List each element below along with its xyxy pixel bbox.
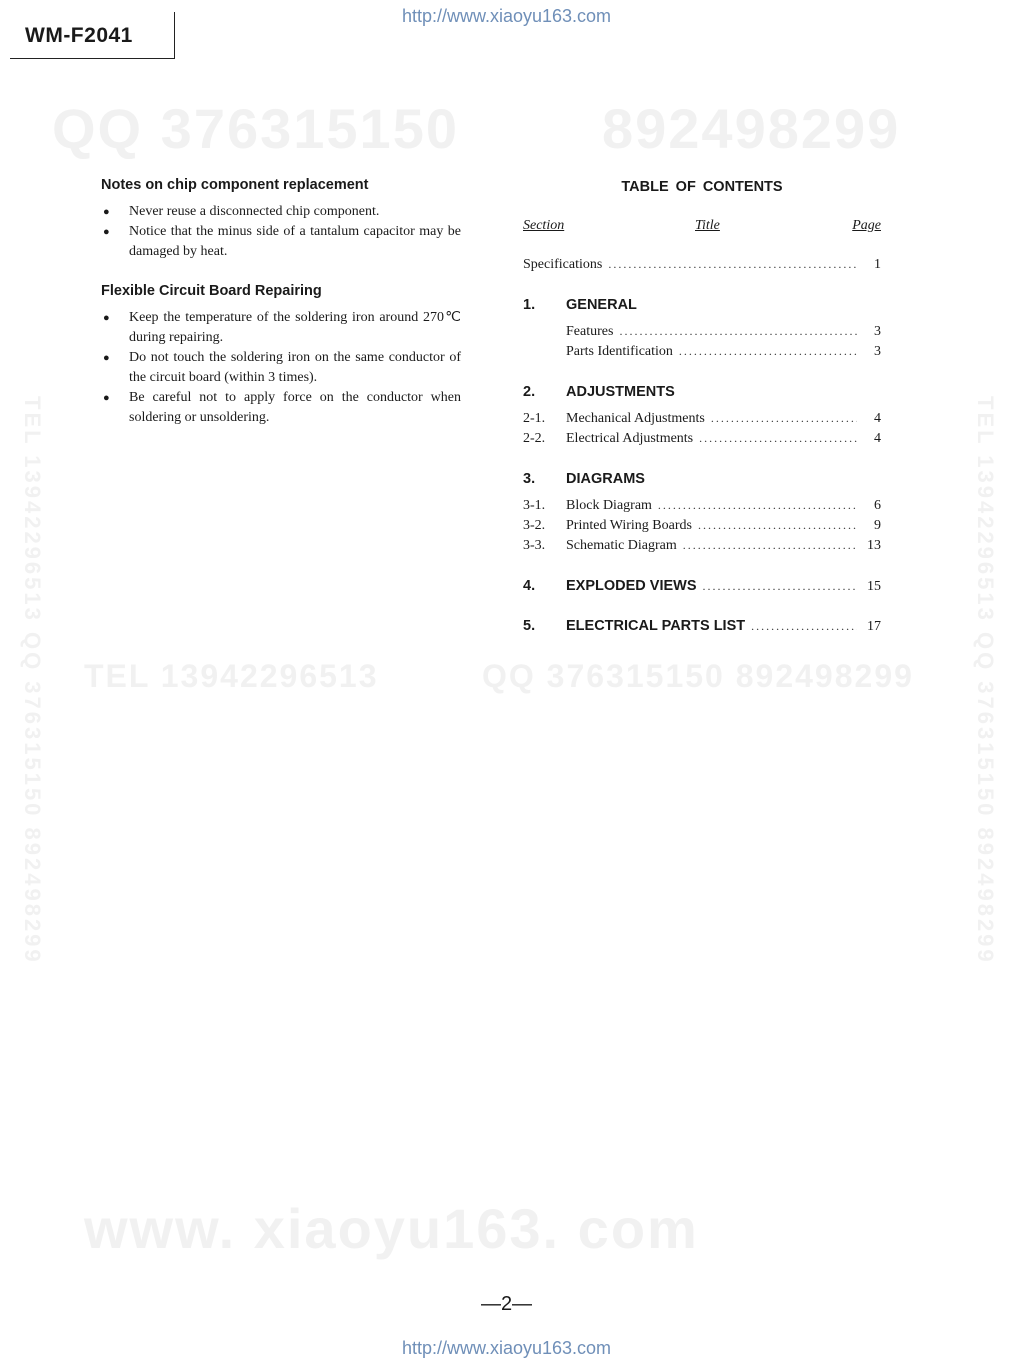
watermark-qq-top-1: QQ 376315150 — [52, 97, 459, 160]
list-item: ● Do not touch the soldering iron on the same conductor of the circuit board (within 3 times). — [101, 348, 461, 388]
leader-dots — [683, 538, 857, 553]
watermark-side-left: TEL 13942296513 QQ 376315150 892498299 — [20, 396, 45, 965]
notes-chip-heading: Notes on chip component replacement — [101, 177, 369, 193]
list-item: ● Never reuse a disconnected chip component. — [101, 202, 461, 222]
watermark-qq-mid: QQ 376315150 892498299 — [482, 658, 914, 694]
leader-dots — [658, 498, 857, 513]
toc-entry-title: Mechanical Adjustments — [566, 411, 705, 426]
toc-entry-page: 9 — [874, 518, 881, 533]
flex-board-heading: Flexible Circuit Board Repairing — [101, 283, 322, 299]
toc-col-page: Page — [852, 218, 881, 233]
toc-section-title: DIAGRAMS — [566, 471, 645, 487]
toc-section-adjustments[interactable] — [523, 384, 881, 404]
toc-entry-title: Features — [566, 324, 614, 339]
toc-entry-page: 17 — [867, 619, 881, 634]
flex-board-list — [101, 308, 461, 428]
toc-entry-page: 3 — [874, 344, 881, 359]
leader-dots — [679, 344, 857, 359]
footer-url[interactable]: http://www.xiaoyu163.com — [401, 1338, 612, 1358]
toc-entry-title: Printed Wiring Boards — [566, 518, 692, 533]
toc-section-number: 4. — [523, 578, 536, 594]
model-number: WM-F2041 — [25, 24, 133, 47]
toc-row-mechanical-adjustments[interactable] — [523, 411, 881, 431]
toc-row-parts-identification[interactable] — [523, 344, 881, 364]
toc-col-title: Title — [695, 218, 720, 233]
toc-section-number: 1. — [523, 297, 536, 313]
leader-dots — [751, 619, 857, 634]
toc-entry-page: 4 — [874, 431, 881, 446]
toc-title: TABLE OF CONTENTS — [621, 179, 783, 195]
toc-section-number: 2. — [523, 384, 536, 400]
toc-section-title: GENERAL — [566, 297, 637, 313]
watermark-qq-top-2: 892498299 — [602, 97, 901, 160]
toc-entry-number: 2-2. — [523, 431, 546, 446]
leader-dots — [699, 431, 857, 446]
toc-section-exploded-views[interactable] — [523, 578, 881, 598]
page-number: —2— — [480, 1293, 533, 1315]
toc-entry-title: Electrical Adjustments — [566, 431, 694, 446]
watermark-site-bottom: www. xiaoyu163. com — [84, 1197, 699, 1260]
toc-section-general[interactable] — [523, 297, 881, 317]
toc-entry-title: Schematic Diagram — [566, 538, 677, 553]
toc-section-diagrams[interactable] — [523, 471, 881, 491]
leader-dots — [711, 411, 857, 426]
notes-chip-list — [101, 202, 461, 262]
toc-row-block-diagram[interactable] — [523, 498, 881, 518]
leader-dots — [608, 257, 857, 272]
header-url[interactable]: http://www.xiaoyu163.com — [401, 6, 612, 26]
toc-entry-title: Parts Identification — [566, 344, 673, 359]
list-item: ● Be careful not to apply force on the conductor when soldering or unsoldering. — [101, 388, 461, 428]
toc-entry-title: Specifications — [523, 257, 603, 272]
leader-dots — [619, 324, 857, 339]
toc-section-number: 5. — [523, 618, 536, 634]
list-item: ● Keep the temperature of the soldering iron around 270℃ during repairing. — [101, 308, 461, 348]
flex-board-section — [101, 283, 461, 428]
toc-row-features[interactable] — [523, 324, 881, 344]
toc-entry-number: 3-2. — [523, 518, 546, 533]
toc-col-section: Section — [523, 218, 565, 233]
leader-dots — [703, 579, 857, 594]
toc-entry-page: 4 — [874, 411, 881, 426]
toc-section-number: 3. — [523, 471, 536, 487]
notes-chip-section — [101, 177, 461, 262]
leader-dots — [698, 518, 857, 533]
toc-entry-number: 2-1. — [523, 411, 546, 426]
toc-section-title: ELECTRICAL PARTS LIST — [566, 618, 746, 634]
toc-entry-page: 15 — [867, 579, 881, 594]
toc-row-printed-wiring-boards[interactable] — [523, 518, 881, 538]
toc-section-electrical-parts-list[interactable] — [523, 618, 881, 638]
watermark-side-right: TEL 13942296513 QQ 376315150 892498299 — [973, 396, 998, 965]
toc-entry-number: 3-1. — [523, 498, 546, 513]
toc-entry-title: Block Diagram — [566, 498, 652, 513]
model-box — [10, 12, 175, 59]
toc-entry-page: 1 — [874, 257, 881, 272]
toc-entry-page: 6 — [874, 498, 881, 513]
toc-entry-page: 13 — [867, 538, 881, 553]
toc-row-schematic-diagram[interactable] — [523, 538, 881, 558]
list-item: ● Notice that the minus side of a tantalum capacitor may be damaged by heat. — [101, 222, 461, 262]
toc-section-title: EXPLODED VIEWS — [566, 578, 697, 594]
toc-entry-page: 3 — [874, 324, 881, 339]
watermark-tel-mid: TEL 13942296513 — [84, 658, 379, 694]
toc-row-electrical-adjustments[interactable] — [523, 431, 881, 451]
toc-row-specifications[interactable] — [523, 257, 881, 277]
toc-entry-number: 3-3. — [523, 538, 546, 553]
toc-section-title: ADJUSTMENTS — [566, 384, 675, 400]
